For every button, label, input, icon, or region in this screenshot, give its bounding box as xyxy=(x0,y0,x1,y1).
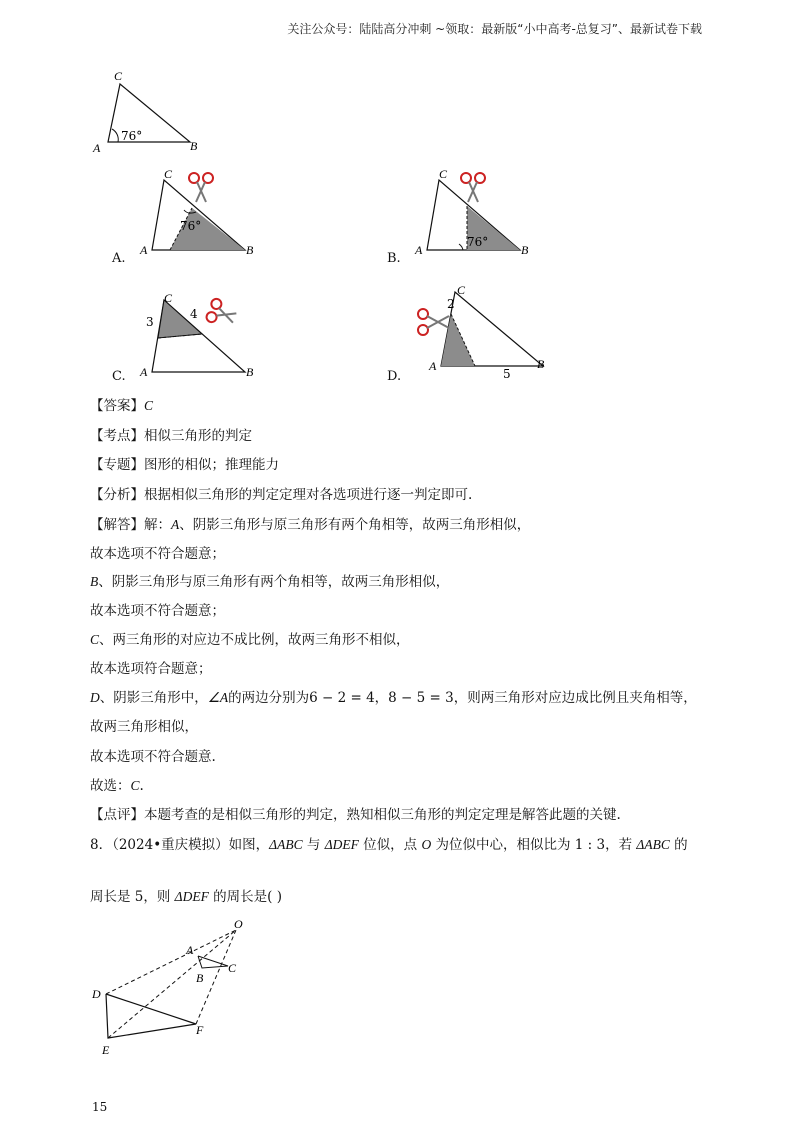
option-d-analysis: D、阴影三角形中，∠A的两边分别为6 − 2 = 4，8 − 5 = 3，则两三角形对应边成比例且夹角相等， xyxy=(90,690,697,706)
answer-value: C xyxy=(144,398,154,413)
label-b: B xyxy=(196,971,204,985)
label-a: A xyxy=(186,943,194,957)
option-d-conclusion-1: 故两三角形相似， xyxy=(90,719,198,735)
scissors-icon xyxy=(205,298,239,330)
label-c: C xyxy=(164,291,173,305)
scissors-icon xyxy=(418,309,449,335)
option-b-figure[interactable] xyxy=(415,168,545,260)
label-e: E xyxy=(102,1043,110,1057)
label-c: C xyxy=(114,69,123,83)
question-8-line-2: 周长是 5，则 ΔDEF 的周长是( ) xyxy=(90,889,282,905)
label-a: A xyxy=(93,141,101,155)
side-label-2: 2 xyxy=(447,297,455,311)
option-a-figure[interactable] xyxy=(140,168,270,260)
label-a: A xyxy=(140,365,148,379)
option-c-label: C. xyxy=(112,369,126,384)
option-d-conclusion-2: 故本选项不符合题意. xyxy=(90,749,216,765)
fenxi-line: 【分析】根据相似三角形的判定定理对各选项进行逐一判定即可. xyxy=(90,487,473,503)
answer-line xyxy=(90,397,153,415)
label-f: F xyxy=(196,1023,204,1037)
label-a: A xyxy=(429,359,437,373)
option-a-label: A. xyxy=(112,251,126,266)
choose-line: 故选：C. xyxy=(90,778,144,794)
angle-label: 76° xyxy=(180,219,202,233)
side-label-5: 5 xyxy=(503,367,511,381)
label-o: O xyxy=(234,917,243,931)
scissors-icon xyxy=(461,173,485,202)
angle-label: 76° xyxy=(121,129,143,143)
main-triangle-figure xyxy=(90,69,210,156)
label-d: D xyxy=(92,987,101,1001)
option-c-analysis: C、两三角形的对应边不成比例，故两三角形不相似， xyxy=(90,632,410,648)
zhuanti-line: 【专题】图形的相似；推理能力 xyxy=(90,457,279,473)
label-c: C xyxy=(439,167,448,181)
label-c: C xyxy=(457,283,466,297)
label-a: A xyxy=(415,243,423,257)
angle-label: 76° xyxy=(467,235,489,249)
option-a-conclusion: 故本选项不符合题意； xyxy=(90,546,225,562)
answer-tag: 【答案】 xyxy=(90,398,144,414)
homothety-figure xyxy=(90,917,260,1062)
option-d-label: D. xyxy=(387,369,402,384)
label-b: B xyxy=(521,243,529,257)
side-label-3: 3 xyxy=(146,315,154,329)
label-b: B xyxy=(246,365,254,379)
kaodian-line: 【考点】相似三角形的判定 xyxy=(90,428,252,444)
label-c: C xyxy=(164,167,173,181)
page-number: 15 xyxy=(92,1100,108,1114)
label-b: B xyxy=(246,243,254,257)
option-d-figure[interactable] xyxy=(415,284,555,382)
option-c-conclusion: 故本选项符合题意； xyxy=(90,661,212,677)
label-b: B xyxy=(537,357,545,371)
label-a: A xyxy=(140,243,148,257)
option-b-analysis: B、阴影三角形与原三角形有两个角相等，故两三角形相似， xyxy=(90,574,450,590)
option-b-label: B. xyxy=(387,251,401,266)
question-8-line-1: 8．（2024•重庆模拟）如图，ΔABC 与 ΔDEF 位似，点 O 为位似中心，相似比为 1 : 3，若 ΔABC 的 xyxy=(90,837,688,853)
side-label-4: 4 xyxy=(190,307,198,321)
label-c: C xyxy=(228,961,237,975)
option-c-figure[interactable] xyxy=(140,290,270,382)
option-b-conclusion: 故本选项不符合题意； xyxy=(90,603,225,619)
page-header: 关注公众号：陆陆高分冲刺 ~领取：最新版“小中高考-总复习”、最新试卷下载 xyxy=(287,22,702,36)
label-b: B xyxy=(190,139,198,153)
jieda-line: 【解答】解：A、阴影三角形与原三角形有两个角相等，故两三角形相似， xyxy=(90,517,531,533)
dianping-line: 【点评】本题考查的是相似三角形的判定，熟知相似三角形的判定定理是解答此题的关键. xyxy=(90,807,621,823)
scissors-icon xyxy=(189,173,213,202)
